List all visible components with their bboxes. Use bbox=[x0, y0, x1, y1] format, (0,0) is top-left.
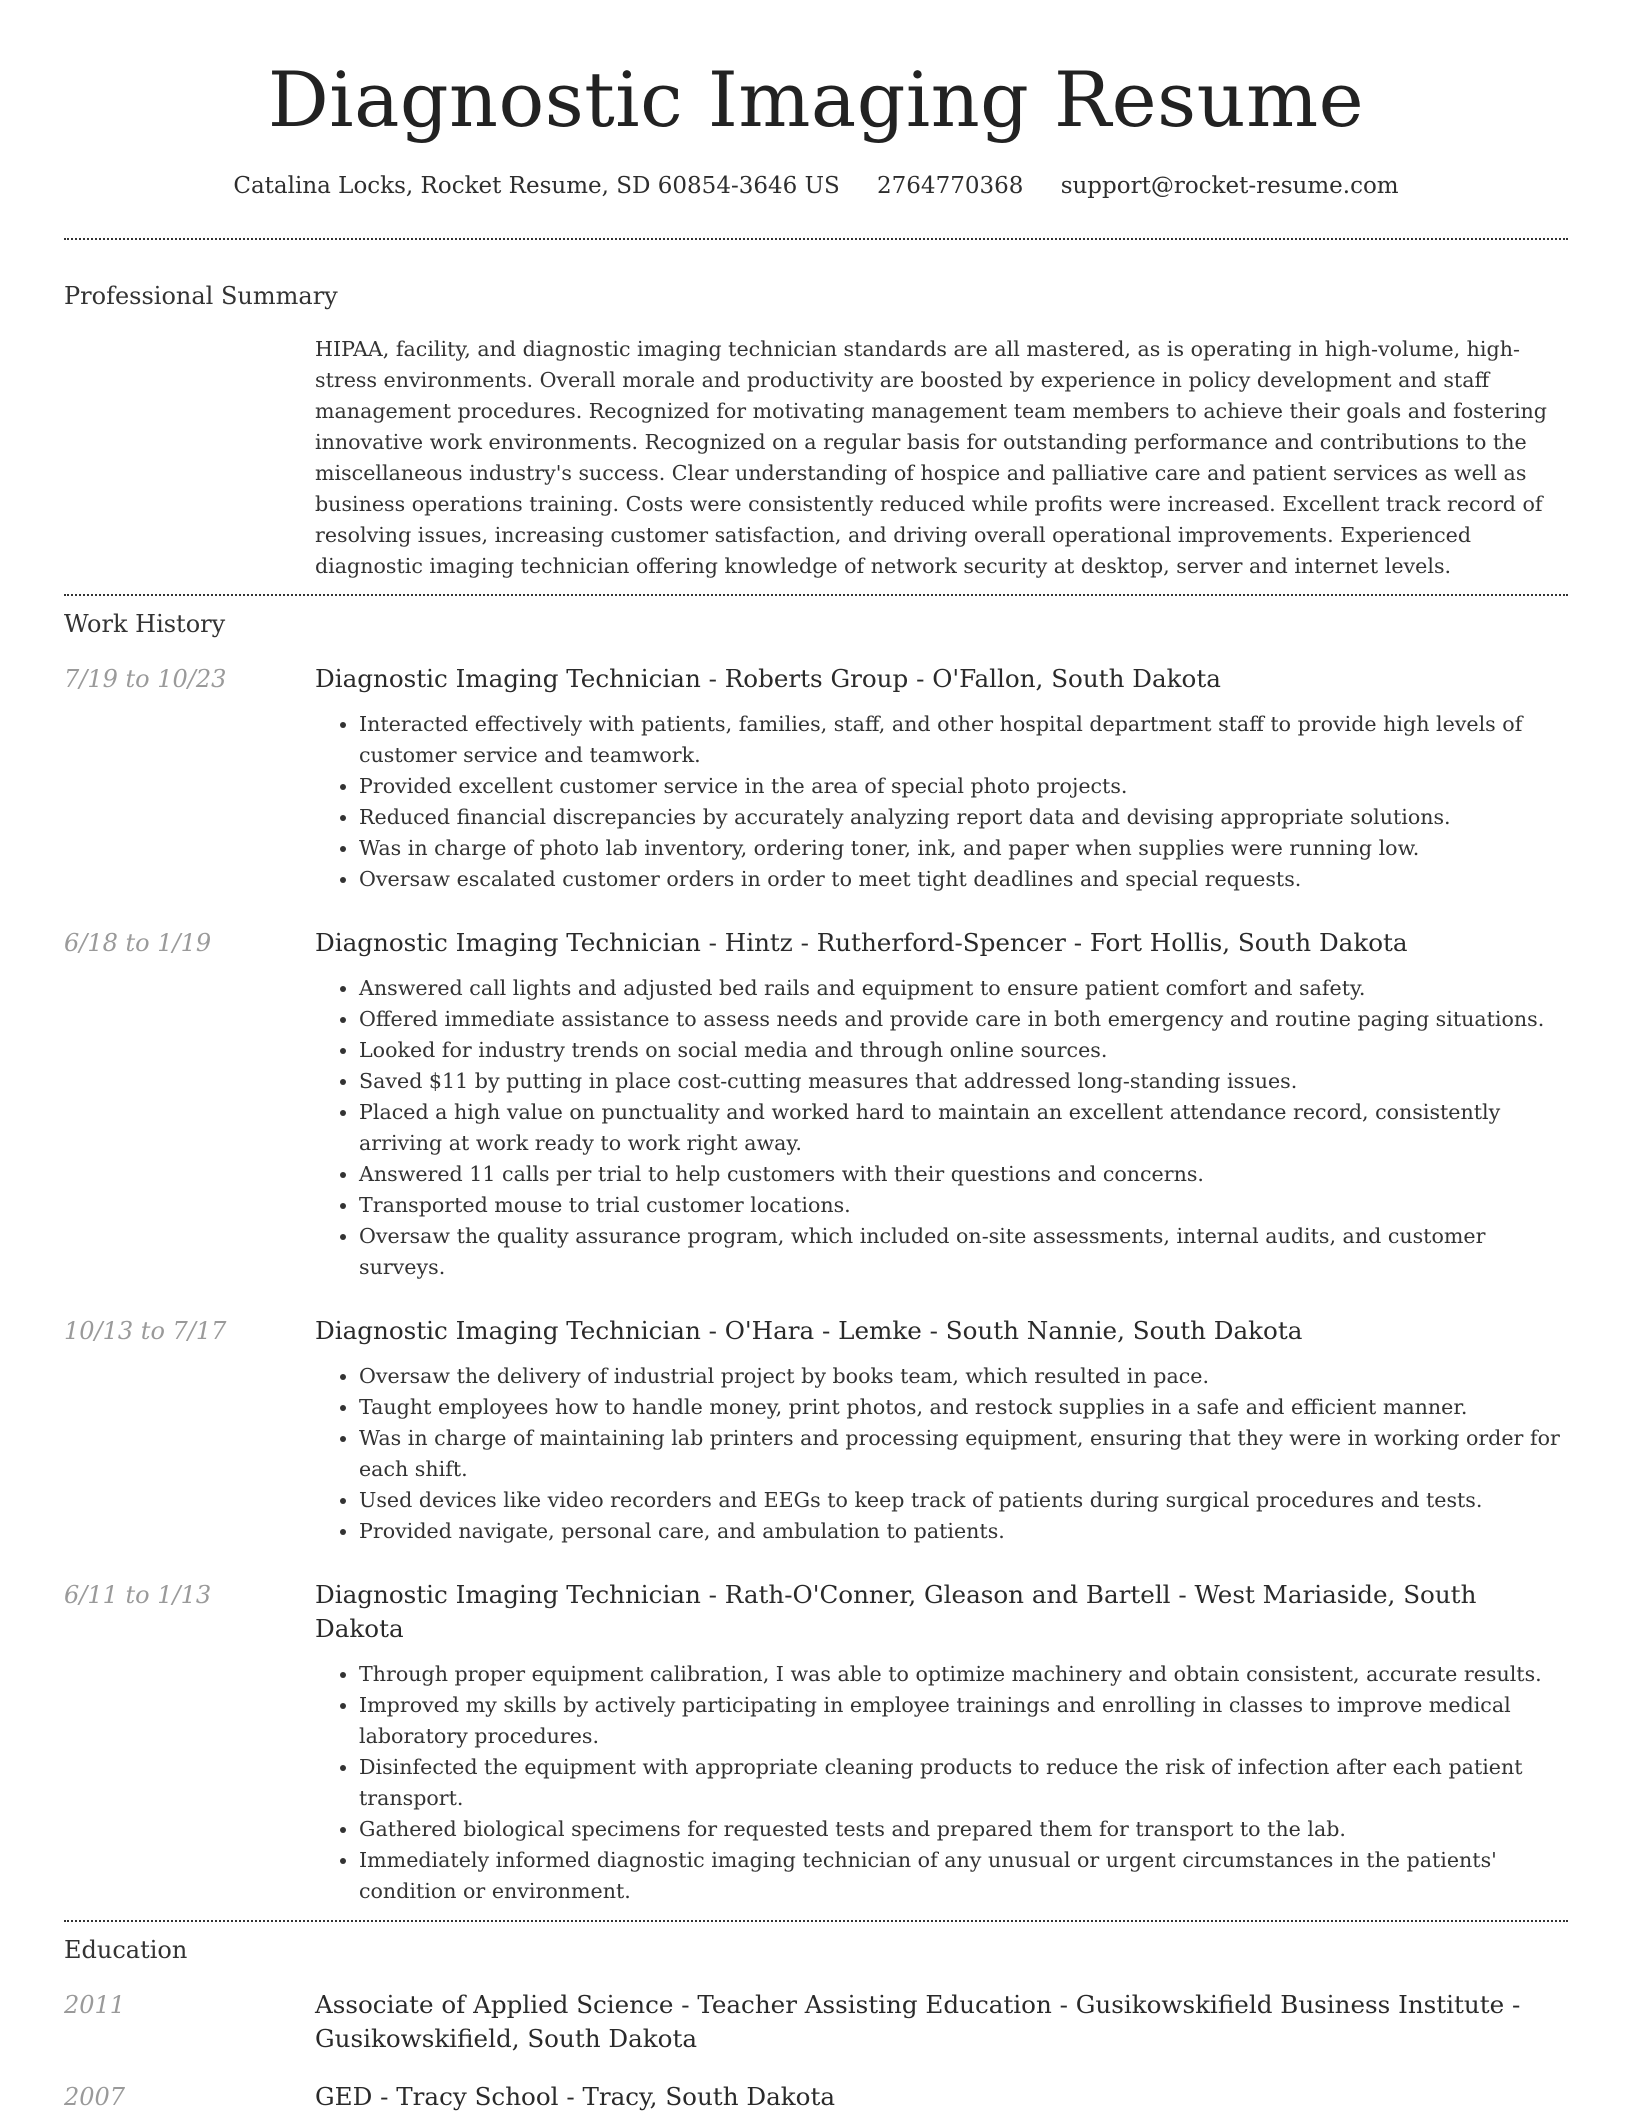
job-entry bbox=[64, 926, 1568, 1283]
job-heading: Diagnostic Imaging Technician - Hintz - Rutherford-Spencer - Fort Hollis, South Dakota bbox=[315, 928, 1408, 957]
job-entry bbox=[64, 662, 1568, 895]
job-bullet: • Oversaw the delivery of industrial project by books team, which resulted in pace. bbox=[359, 1361, 1568, 1392]
education-heading: Education bbox=[64, 1936, 188, 1964]
section-divider bbox=[64, 594, 1568, 596]
job-bullets bbox=[315, 1361, 1568, 1547]
job-heading: Diagnostic Imaging Technician - Roberts Group - O'Fallon, South Dakota bbox=[315, 664, 1221, 693]
education-date: 2007 bbox=[64, 2083, 126, 2111]
education-text: GED - Tracy School - Tracy, South Dakota bbox=[315, 2082, 835, 2111]
job-bullets bbox=[315, 1659, 1568, 1907]
summary-heading: Professional Summary bbox=[64, 282, 338, 310]
contact-line bbox=[64, 170, 1568, 202]
job-date: 7/19 to 10/23 bbox=[64, 665, 227, 693]
job-bullet: • Saved $11 by putting in place cost-cutting measures that addressed long-standing issues. bbox=[359, 1066, 1568, 1097]
job-entry bbox=[64, 1578, 1568, 1907]
job-bullets bbox=[315, 709, 1568, 895]
job-bullet: • Gathered biological specimens for requested tests and prepared them for transport to the lab. bbox=[359, 1814, 1568, 1845]
job-bullet: • Reduced financial discrepancies by accurately analyzing report data and devising appropriate solutions. bbox=[359, 802, 1568, 833]
job-bullet: • Looked for industry trends on social media and through online sources. bbox=[359, 1035, 1568, 1066]
section-divider bbox=[64, 238, 1568, 240]
summary-text: HIPAA, facility, and diagnostic imaging technician standards are all mastered, as is operating in high-volume, high-stress environments. Overall morale and productivity are boosted by experience in policy development and staff management procedures. Recognized for motivating management team members to achieve their goals and fostering innovative work environments. Recognized on a regular basis for outstanding performance and contributions to the miscellaneous industry's success. Clear understanding of hospice and palliative care and patient services as well as business operations training. Costs were consistently reduced while profits were increased. Excellent track record of resolving issues, increasing customer satisfaction, and driving overall operational improvements. Experienced diagnostic imaging technician offering knowledge of network security at desktop, server and internet levels. bbox=[315, 337, 1547, 578]
work-history-heading: Work History bbox=[64, 610, 226, 638]
job-heading: Diagnostic Imaging Technician - Rath-O'Conner, Gleason and Bartell - West Mariaside, South Dakota bbox=[315, 1580, 1477, 1643]
job-bullet: • Through proper equipment calibration, I was able to optimize machinery and obtain consistent, accurate results. bbox=[359, 1659, 1568, 1690]
job-body bbox=[315, 1578, 1568, 1907]
job-heading: Diagnostic Imaging Technician - O'Hara - Lemke - South Nannie, South Dakota bbox=[315, 1316, 1303, 1345]
job-bullet: • Was in charge of maintaining lab printers and processing equipment, ensuring that they were in working order for each shift. bbox=[359, 1423, 1568, 1485]
education-date: 2011 bbox=[64, 1991, 126, 2019]
contact-address: Catalina Locks, Rocket Resume, SD 60854-3646 US bbox=[233, 173, 840, 199]
job-bullet: • Transported mouse to trial customer locations. bbox=[359, 1190, 1568, 1221]
education-entry bbox=[64, 1988, 1568, 2056]
education-entry bbox=[64, 2080, 1568, 2114]
job-bullet: • Disinfected the equipment with appropriate cleaning products to reduce the risk of infection after each patient transport. bbox=[359, 1752, 1568, 1814]
contact-phone: 2764770368 bbox=[877, 173, 1024, 199]
resume-title: Diagnostic Imaging Resume bbox=[267, 55, 1365, 144]
section-divider bbox=[64, 1920, 1568, 1922]
job-bullet: • Improved my skills by actively participating in employee trainings and enrolling in classes to improve medical laboratory procedures. bbox=[359, 1690, 1568, 1752]
job-bullet: • Interacted effectively with patients, families, staff, and other hospital department staff to provide high levels of customer service and teamwork. bbox=[359, 709, 1568, 771]
education-text: Associate of Applied Science - Teacher Assisting Education - Gusikowskifield Business Institute - Gusikowskifield, South Dakota bbox=[315, 1990, 1521, 2053]
job-bullets bbox=[315, 973, 1568, 1283]
job-date: 6/18 to 1/19 bbox=[64, 929, 212, 957]
job-date: 10/13 to 7/17 bbox=[64, 1317, 227, 1345]
job-bullet: • Oversaw escalated customer orders in order to meet tight deadlines and special requests. bbox=[359, 864, 1568, 895]
job-body bbox=[315, 926, 1568, 1283]
job-bullet: • Was in charge of photo lab inventory, ordering toner, ink, and paper when supplies were running low. bbox=[359, 833, 1568, 864]
job-body bbox=[315, 1314, 1568, 1547]
contact-email[interactable]: support@rocket-resume.com bbox=[1060, 173, 1399, 199]
job-bullet: • Answered 11 calls per trial to help customers with their questions and concerns. bbox=[359, 1159, 1568, 1190]
job-date: 6/11 to 1/13 bbox=[64, 1581, 212, 1609]
job-bullet: • Oversaw the quality assurance program, which included on-site assessments, internal audits, and customer surveys. bbox=[359, 1221, 1568, 1283]
job-bullet: • Provided navigate, personal care, and ambulation to patients. bbox=[359, 1516, 1568, 1547]
job-bullet: • Immediately informed diagnostic imaging technician of any unusual or urgent circumstances in the patients' condition or environment. bbox=[359, 1845, 1568, 1907]
job-bullet: • Answered call lights and adjusted bed rails and equipment to ensure patient comfort and safety. bbox=[359, 973, 1568, 1004]
job-bullet: • Taught employees how to handle money, print photos, and restock supplies in a safe and efficient manner. bbox=[359, 1392, 1568, 1423]
job-body bbox=[315, 662, 1568, 895]
job-bullet: • Placed a high value on punctuality and worked hard to maintain an excellent attendance record, consistently arriving at work ready to work right away. bbox=[359, 1097, 1568, 1159]
education-body bbox=[315, 1988, 1568, 2056]
job-bullet: • Provided excellent customer service in the area of special photo projects. bbox=[359, 771, 1568, 802]
job-entry bbox=[64, 1314, 1568, 1547]
education-body bbox=[315, 2080, 1568, 2114]
job-bullet: • Offered immediate assistance to assess needs and provide care in both emergency and routine paging situations. bbox=[359, 1004, 1568, 1035]
job-bullet: • Used devices like video recorders and EEGs to keep track of patients during surgical procedures and tests. bbox=[359, 1485, 1568, 1516]
